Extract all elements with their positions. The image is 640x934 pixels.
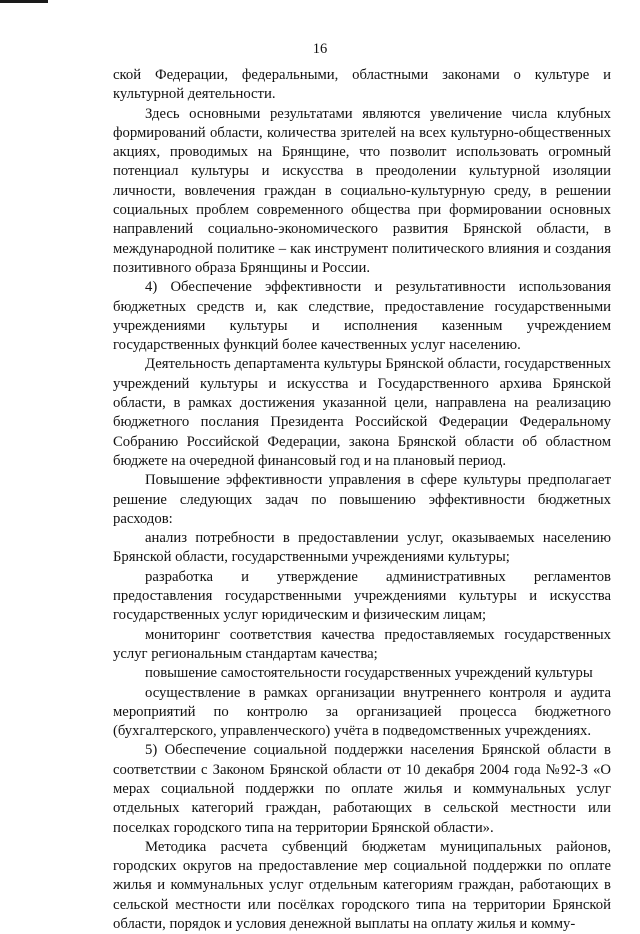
paragraph-4: Деятельность департамента культуры Брянской области, государственных учреждений культуры и искусства и Государственного архива Брянской области, в рамках достижения указанной цели, направлена на реализацию бюджетного послания Президента Российской Федерации Федеральному Собранию Российской Федерации, закона Брянской области об областном бюджете на очередной финансовый год и на плановый период.	[113, 356, 611, 469]
list-item-2: разработка и утверждение административных регламентов предоставления государственными учреждениями культуры и искусства государственных услуг юридическим и физическим лицам;	[113, 568, 611, 624]
paragraph-1: ской Федерации, федеральными, областными законами о культуре и культурной деятельности.	[113, 67, 611, 103]
list-item-1: анализ потребности в предоставлении услуг, оказываемых населению Брянской области, государственными учреждениями культуры;	[113, 530, 611, 566]
document-body	[113, 66, 611, 934]
paragraph-7: Методика расчета субвенций бюджетам муниципальных районов, городских округов на предоставление мер социальной поддержки по оплате жилья и коммунальных услуг отдельным категориям граждан, работающих в сельской местности или посёлках городского типа на территории Брянской области, порядок и условия денежной выплаты на оплату жилья и комму-	[113, 838, 611, 933]
list-item-4: повышение самостоятельности государственных учреждений культуры	[145, 665, 593, 682]
page-number: 16	[312, 41, 328, 57]
paragraph-5: Повышение эффективности управления в сфере культуры предполагает решение следующих задач по повышению эффективности бюджетных расходов:	[113, 472, 611, 527]
paragraph-2: Здесь основными результатами являются увеличение числа клубных формирований области, количества зрителей на всех культурно-общественных акциях, проводимых на Брянщине, что позволит использовать огромный потенциал культуры и искусства в преодолении культурной изоляции личности, вовлечения граждан в социально-культурную среду, в решении социальных проблем современного общества при формировании основных направлений социально-экономического развития Брянской области, в международной политике – как инструмент политического влияния и создания позитивного образа Брянщины и России.	[113, 105, 611, 276]
list-item-5: осуществление в рамках организации внутреннего контроля и аудита мероприятий по контролю за организацией процесса бюджетного (бухгалтерского, управленческого) учёта в подведомственных учреждениях.	[113, 684, 611, 740]
list-item-3: мониторинг соответствия качества предоставляемых государственных услуг региональным стандартам качества;	[113, 626, 611, 662]
paragraph-3: 4) Обеспечение эффективности и результативности использования бюджетных средств и, как следствие, предоставление государственными учреждениями культуры и исполнения казенным учреждением государственных функций более качественных услуг населению.	[113, 279, 611, 354]
scan-corner-mark	[0, 0, 48, 3]
paragraph-6: 5) Обеспечение социальной поддержки населения Брянской области в соответствии с Законом Брянской области от 10 декабря 2004 года №92-З «О мерах социальной поддержки по оплате жилья и коммунальных услуг отдельных категорий граждан, работающих в сельской местности или поселках городского типа на территории Брянской области».	[113, 742, 611, 836]
